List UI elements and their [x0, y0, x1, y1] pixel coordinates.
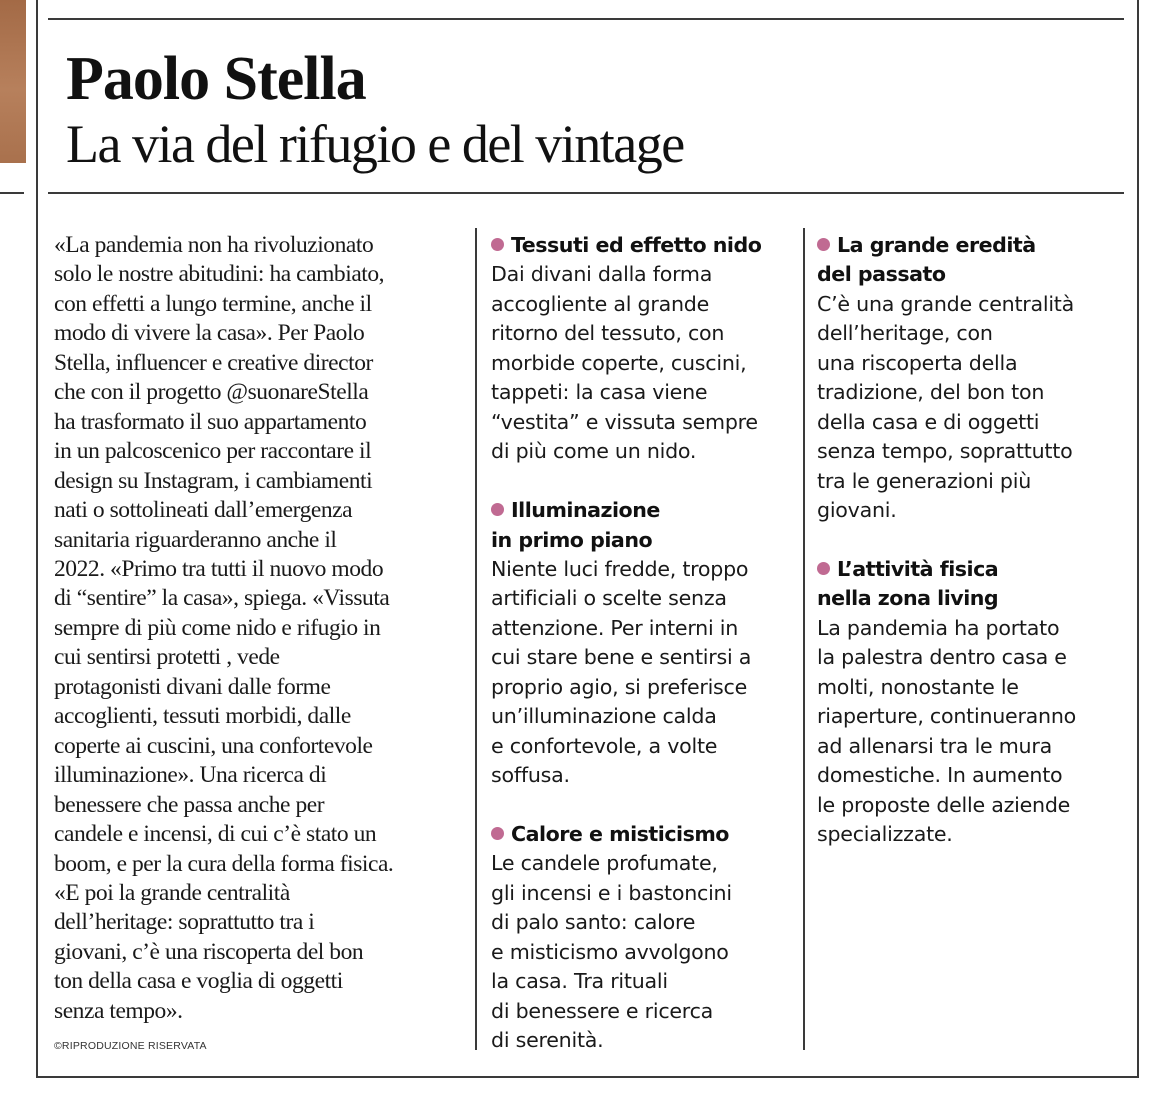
section-text-line: gli incensi e i bastoncini [491, 880, 732, 905]
section-heading-text: L’attività fisica [837, 556, 999, 581]
article-body-line: 2022. «Primo tra tutti il nuovo modo [54, 555, 384, 582]
photo-edge [0, 0, 26, 163]
article-body-line: illuminazione». Una ricerca di [54, 762, 327, 789]
section-text-line: di più come un nido. [491, 439, 697, 464]
section-heading-line [817, 231, 1127, 260]
article-body-line: con effetti a lungo termine, anche il [54, 290, 372, 317]
section-heading-text: in primo piano [491, 527, 653, 552]
article-body-line: nati o sottolineati dall’emergenza [54, 497, 353, 524]
section-text-line: la casa. Tra rituali [491, 969, 668, 994]
section-text-line: proprio agio, si preferisce [491, 674, 748, 699]
frame-right-rule [1137, 0, 1139, 1078]
section-heading-text: Illuminazione [511, 498, 660, 523]
section-text-line: C’è una grande centralità [817, 291, 1075, 316]
top-rule [48, 18, 1124, 20]
section-heading-line [491, 820, 801, 849]
sidebar-section [817, 231, 1127, 526]
section-heading-text: nella zona living [817, 586, 999, 611]
section-spacer [491, 791, 801, 820]
article-body-line: «E poi la grande centralità [54, 879, 290, 906]
bullet-dot-icon [491, 238, 504, 251]
section-spacer [491, 467, 801, 496]
section-text-line: Niente luci fredde, troppo [491, 556, 749, 581]
copyright-notice: ©RIPRODUZIONE RISERVATA [54, 1040, 207, 1052]
article-body-line: «La pandemia non ha rivoluzionato [54, 232, 374, 258]
section-heading-text: del passato [817, 262, 946, 287]
section-heading-line [491, 231, 801, 260]
section-heading-line [817, 555, 1127, 584]
section-heading-line [491, 496, 801, 525]
section-text-line: riaperture, continueranno [817, 704, 1077, 729]
section-text-line: giovani. [817, 498, 897, 523]
section-text-line: domestiche. In aumento [817, 763, 1063, 788]
article-body-line: dell’heritage: soprattutto tra i [54, 909, 315, 936]
sidebar-section [491, 496, 801, 791]
sidebar-section [817, 555, 1127, 850]
section-text-line: soffusa. [491, 763, 570, 788]
article-body-line: in un palcoscenico per raccontare il [54, 438, 372, 465]
section-heading-line [817, 584, 1127, 613]
section-text-line: di palo santo: calore [491, 910, 696, 935]
article-body-line: candele e incensi, di cui c’è stato un [54, 821, 377, 848]
section-text-line: tradizione, del bon ton [817, 380, 1045, 405]
article-body-line: coperte ai cuscini, una confortevole [54, 732, 373, 759]
section-text-line: specializzate. [817, 822, 953, 847]
section-text-line: accogliente al grande [491, 291, 709, 316]
article-body-line: protagonisti divani dalle forme [54, 673, 331, 700]
section-spacer [817, 526, 1127, 555]
article-body-line: modo di vivere la casa». Per Paolo [54, 320, 365, 347]
section-heading-text: Calore e misticismo [511, 822, 729, 847]
article-body-line: sanitaria riguarderanno anche il [54, 526, 337, 553]
section-text-line: cui stare bene e sentirsi a [491, 645, 752, 670]
left-divider [0, 192, 24, 194]
section-text-line: dell’heritage, con [817, 321, 993, 346]
article-body-line: design su Instagram, i cambiamenti [54, 467, 373, 494]
section-text-line: un’illuminazione calda [491, 704, 717, 729]
article-body-line: sempre di più come nido e rifugio in [54, 614, 381, 641]
article-body-line: giovani, c’è una riscoperta del bon [54, 938, 364, 965]
sidebar-section [491, 231, 801, 467]
section-text-line: tappeti: la casa viene [491, 380, 708, 405]
section-text-line: ad allenarsi tra le mura [817, 733, 1052, 758]
article-body-line: Stella, influencer e creative director [54, 349, 373, 376]
bullet-dot-icon [817, 238, 830, 251]
subheadline: La via del rifugio e del vintage [66, 114, 684, 174]
section-text-line: la palestra dentro casa e [817, 645, 1067, 670]
article-body-line: accoglienti, tessuti morbidi, dalle [54, 703, 351, 730]
section-text-line: morbide coperte, cuscini, [491, 350, 747, 375]
section-text-line: attenzione. Per interni in [491, 615, 739, 640]
section-heading-line [817, 260, 1127, 289]
section-text-line: di benessere e ricerca [491, 998, 714, 1023]
bullet-dot-icon [491, 503, 504, 516]
section-text-line: artificiali o scelte senza [491, 586, 727, 611]
section-text-line: molti, nonostante le [817, 674, 1019, 699]
section-heading-text: La grande eredità [837, 233, 1036, 257]
article-body-line: che con il progetto @suonareStella [54, 379, 369, 406]
section-text-line: La pandemia ha portato [817, 615, 1060, 640]
sidebar-column-2 [491, 231, 801, 1056]
bullet-dot-icon [817, 562, 830, 575]
frame-bottom-rule [36, 1076, 1139, 1078]
section-text-line: Le candele profumate, [491, 851, 718, 876]
article-body [54, 231, 469, 1026]
section-heading-text: Tessuti ed effetto nido [511, 233, 762, 257]
sidebar-section [491, 820, 801, 1056]
section-text-line: una riscoperta della [817, 350, 1018, 375]
section-text-line: ritorno del tessuto, con [491, 321, 725, 346]
section-text-line: tra le generazioni più [817, 468, 1031, 493]
section-text-line: senza tempo, soprattutto [817, 439, 1073, 464]
article-body-line: ton della casa e voglia di oggetti [54, 968, 343, 995]
header-rule [48, 192, 1124, 194]
column-divider-1 [475, 228, 477, 1050]
article-body-line: di “sentire” la casa», spiega. «Vissuta [54, 585, 390, 612]
headline: Paolo Stella [66, 45, 366, 113]
sidebar-column-3 [817, 231, 1127, 850]
article-body-line: boom, e per la cura della forma fisica. [54, 850, 394, 877]
section-text-line: “vestita” e vissuta sempre [491, 409, 758, 434]
article-body-line: cui sentirsi protetti , vede [54, 644, 280, 671]
article-body-line: solo le nostre abitudini: ha cambiato, [54, 261, 385, 288]
section-text-line: e confortevole, a volte [491, 733, 718, 758]
article-body-line: ha trasformato il suo appartamento [54, 408, 367, 435]
section-heading-line [491, 526, 801, 555]
section-text-line: della casa e di oggetti [817, 409, 1040, 434]
article-body-line: senza tempo». [54, 997, 183, 1024]
article-body-line: benessere che passa anche per [54, 791, 325, 818]
bullet-dot-icon [491, 827, 504, 840]
section-text-line: di serenità. [491, 1028, 604, 1053]
section-text-line: le proposte delle aziende [817, 792, 1071, 817]
section-text-line: Dai divani dalla forma [491, 262, 713, 287]
frame-left-rule [36, 0, 38, 1078]
section-text-line: e misticismo avvolgono [491, 939, 729, 964]
column-divider-2 [803, 228, 805, 1050]
